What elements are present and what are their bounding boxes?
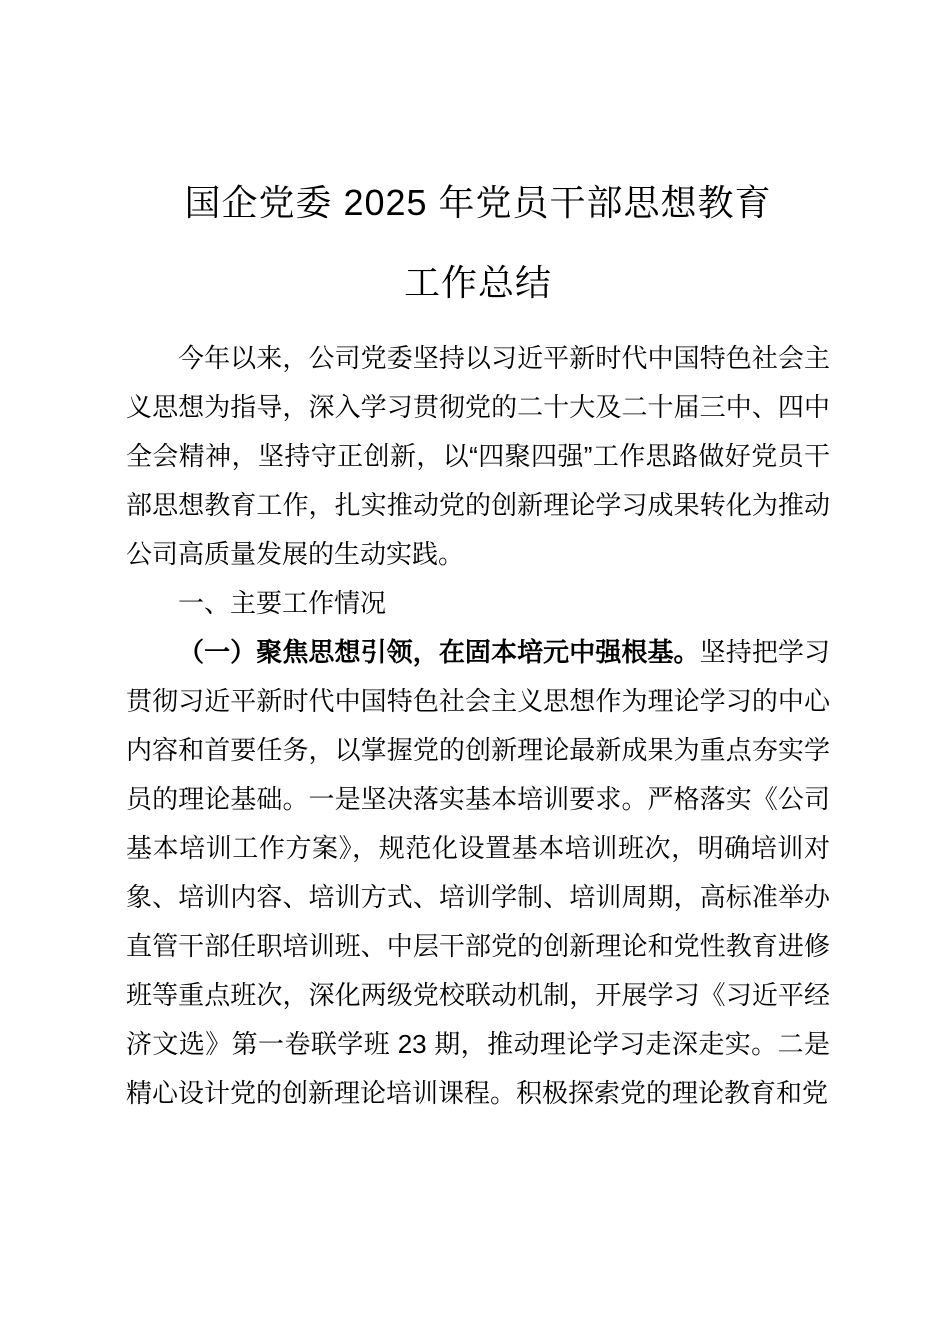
subsection-1-paragraph [126,628,830,1118]
document-title-line-2: 工作总结 [403,262,552,303]
document-title-line-1: 国企党委 2025 年党员干部思想教育 [184,182,772,223]
subsection-1-body-text: 坚持把学习贯彻习近平新时代中国特色社会主义思想作为理论学习的中心内容和首要任务，以掌握党的创新理论最新成果为重点夯实学员的理论基础。一是坚决落实基本培训要求。严格落实《公司基本培训工作方案》，规范化设置基本培训班次，明确培训对象、培训内容、培训方式、培训学制、培训周期，高标准举办直管干部任职培训班、中层干部党的创新理论和党性教育进修班等重点班次，深化两级党校联动机制，开展学习《习近平经济文选》第一卷联学班 23 期，推动理论学习走深走实。二是精心设计党的创新理论培训课程。积极探索党的理论教育和党 [126,637,830,1108]
document-title [126,163,830,323]
subsection-1-lead: （一）聚焦思想引领，在固本培元中强根基。 [178,637,700,667]
section-1-heading: 一、主要工作情况 [178,588,387,618]
intro-paragraph: 今年以来，公司党委坚持以习近平新时代中国特色社会主义思想为指导，深入学习贯彻党的二十大及二十届三中、四中全会精神，坚持守正创新，以“四聚四强”工作思路做好党员干部思想教育工作，扎实推动党的创新理论学习成果转化为推动公司高质量发展的生动实践。 [126,343,830,569]
